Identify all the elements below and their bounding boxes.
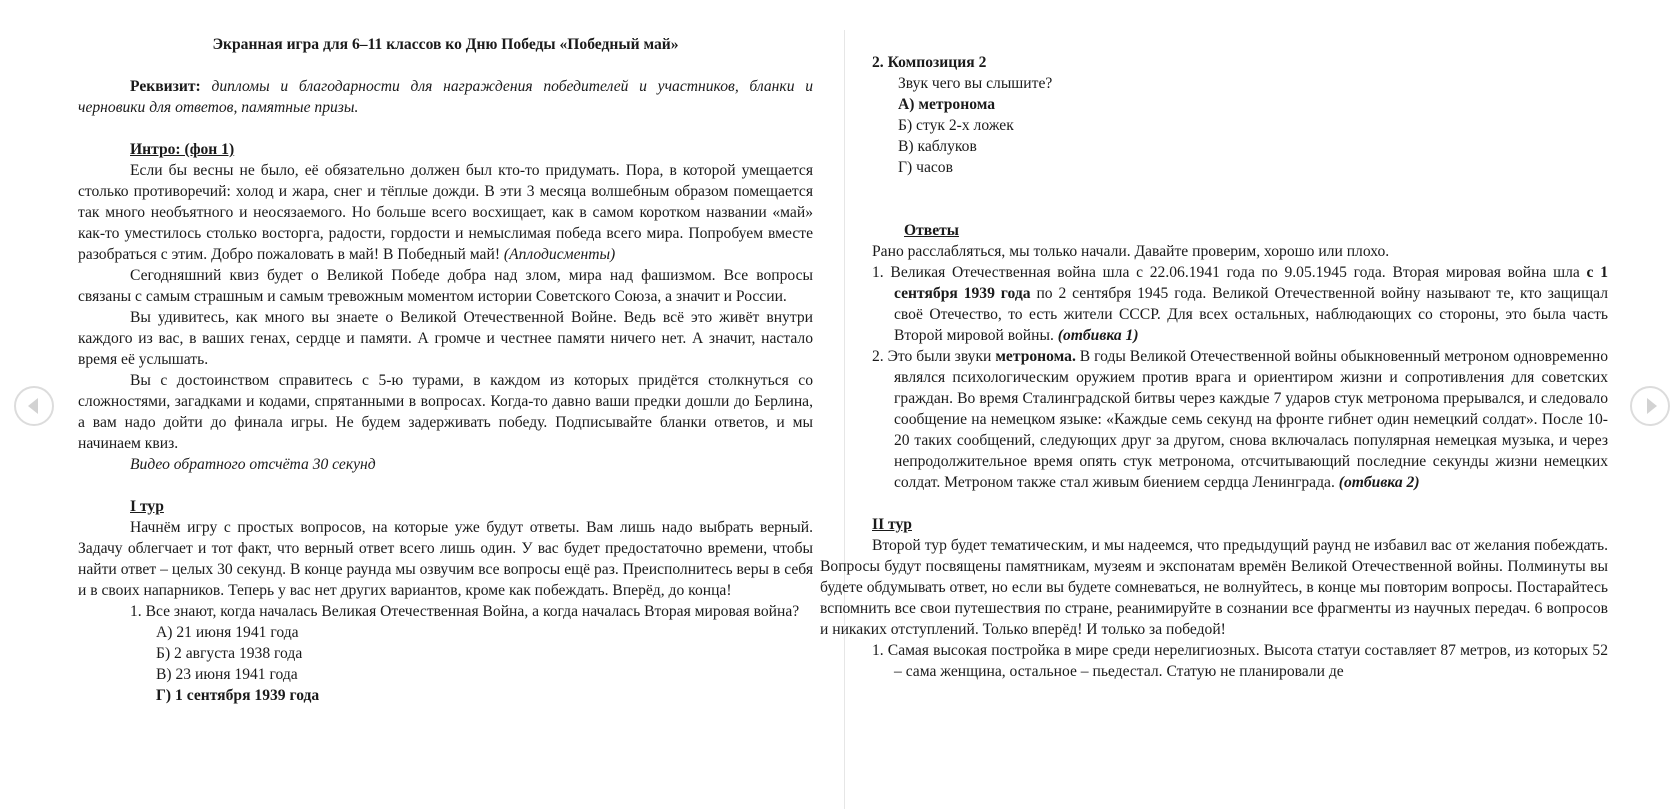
intro-heading: Интро: (фон 1) — [130, 141, 235, 158]
intro-paragraph-1 — [78, 160, 813, 265]
intro-paragraph-3: Вы удивитесь, как много вы знаете о Великой Отечественной Войне. Ведь всё это живёт внутри каждого из вас, в ваших генах, сердце и памяти. А громче и честнее памяти ничего нет. А значит, настало время её услышать. — [78, 309, 813, 368]
applause-note: (Аплодисменты) — [503, 246, 616, 263]
tour1-heading-line — [78, 496, 813, 517]
composition-2-option-d: Г) часов — [898, 159, 953, 176]
countdown-video-note: Видео обратного отсчёта 30 секунд — [130, 456, 376, 473]
answer-2-cue: (отбивка 2) — [1338, 474, 1420, 491]
question-1: 1. Все знают, когда началась Великая Отечественная Война, а когда началась Вторая мировая война? — [130, 603, 800, 620]
tour1-heading: I тур — [130, 498, 164, 515]
intro-paragraph-1-text: Если бы весны не было, её обязательно должен был кто-то придумать. Пора, в которой умещается столько противоречий: холод и жара, снег и тёплые дожди. В эти 3 месяца волшебным образом помещается так много необъятного и неосязаемого. Но больше всего восхищает, как в самом коротком названии «май» как-то уместилось столько восторга, радости, гордости и немыслимая победа всего мира. Попробуем вместе разобраться с этим. Добро пожаловать в май! В Победный май! — [78, 162, 813, 263]
intro-paragraph-4: Вы с достоинством справитесь с 5-ю турами, в каждом из которых придётся столкнуться со сложностями, загадками и кодами, спрятанными в вопросах. Когда-то давно ваши предки дошли до Берлина, а вам надо дойти до финала игры. Не будем задерживать победу. Подписывайте бланки ответов, и мы начинаем квиз. — [78, 372, 813, 452]
tour2-paragraph: Второй тур будет тематическим, и мы надеемся, что предыдущий раунд не избавил вас от желания побеждать. Вопросы будут посвящены памятникам, музеям и экспонатам времён Великой Отечественной войны. Полминуты вы будете обдумывать ответ, но если вы будете сомневаться, не волнуйтесь, в конце мы повторим вопросы. Постарайтесь вспомнить все свои путешествия по стране, реанимируйте в сознании все фрагменты из научных передач. 6 вопросов и никаких отступлений. Только вперёд! И только за победой! — [820, 537, 1608, 638]
tour2-heading-line — [872, 514, 1608, 535]
rekvizit-text: дипломы и благодарности для награждения победителей и участников, бланки и черновики для ответов, памятные призы. — [78, 78, 813, 116]
answer-2-text-end: В годы Великой Отечественной войны обыкновенный метроном одновременно являлся психологическим оружием против врага и ориентиром жизни и сопротивления для советских граждан. Во время Сталинградской битвы через каждые 7 ударов стук метронома прерывался, и следовало сообщение на немецком языке: «Каждые семь секунд на фронте гибнет один немецкий солдат». После 10-20 таких сообщений, следующих друг за другом, снова включалась популярная немецкая музыка, и через непродолжительное время опять стук метронома, отсчитывающий последние секунды жизни немецких солдат. Метроном также стал живым биением сердца Ленинграда. — [894, 348, 1608, 491]
composition-2-option-b: Б) стук 2-х ложек — [898, 117, 1014, 134]
chevron-right-icon — [1647, 398, 1657, 414]
tour2-question-1: 1. Самая высокая постройка в мире среди нерелигиозных. Высота статуи составляет 87 метров, из которых 52 – сама женщина, остальное – пьедестал. Статую не планировали де — [872, 642, 1608, 680]
answer-2-text: 2. Это были звуки — [872, 348, 992, 365]
composition-2-heading: 2. Композиция 2 — [872, 54, 987, 71]
next-page-button[interactable] — [1630, 386, 1670, 426]
answer-1-cue: (отбивка 1) — [1057, 327, 1139, 344]
answer-1-highlight: с 1 сентября 1939 года — [894, 264, 1608, 302]
answer-1-text: 1. Великая Отечественная война шла с 22.06.1941 года по 9.05.1945 года. Вторая мировая война шла — [872, 264, 1580, 281]
right-page — [820, 0, 1608, 809]
question-1-option-a: А) 21 июня 1941 года — [156, 624, 299, 641]
answer-1-text-end: по 2 сентября 1945 года. Великой Отечественной войну называют те, кто защищал своё Отечество, то есть жители СССР. Для всех остальных, наблюдающих со стороны, это была часть Второй мировой войны. — [894, 285, 1608, 344]
document-title: Экранная игра для 6–11 классов ко Дню Победы «Победный май» — [212, 36, 679, 53]
left-page — [78, 0, 813, 809]
composition-2-question: Звук чего вы слышите? — [898, 75, 1053, 92]
page-divider — [844, 30, 845, 809]
answer-2-highlight: метронома. — [995, 348, 1076, 365]
intro-heading-line — [78, 139, 813, 160]
answers-intro: Рано расслабляться, мы только начали. Давайте проверим, хорошо или плохо. — [872, 243, 1390, 260]
tour1-paragraph: Начнём игру с простых вопросов, на которые уже будут ответы. Вам лишь надо выбрать верный. Задачу облегчает и тот факт, что верный ответ всего лишь один. У вас будет предостаточно времени, чтобы найти ответ – целых 30 секунд. В конце раунда мы озвучим все вопросы ещё раз. Преисполнитесь веры в себя и в своих напарников. Теперь у вас нет других вариантов, кроме как побеждать. Вперёд, до конца! — [78, 519, 813, 599]
composition-2-option-a: А) метронома — [898, 96, 996, 113]
question-1-option-b: Б) 2 августа 1938 года — [156, 645, 303, 662]
rekvizit-paragraph — [78, 76, 813, 118]
chevron-left-icon — [28, 398, 38, 414]
intro-paragraph-2: Сегодняшний квиз будет о Великой Победе добра над злом, мира над фашизмом. Все вопросы связаны с самым страшным и самым тревожным моментом истории Советского Союза, а значит и России. — [78, 267, 813, 305]
answer-1 — [872, 262, 1608, 346]
question-1-option-d: Г) 1 сентября 1939 года — [156, 687, 320, 704]
answers-heading: Ответы — [904, 222, 959, 239]
rekvizit-label: Реквизит: — [130, 78, 201, 95]
composition-2-option-c: В) каблуков — [898, 138, 977, 155]
previous-page-button[interactable] — [14, 386, 54, 426]
question-1-option-c: В) 23 июня 1941 года — [156, 666, 298, 683]
answers-heading-line — [872, 220, 1608, 241]
answer-2 — [872, 346, 1608, 493]
tour2-heading: II тур — [872, 516, 912, 533]
